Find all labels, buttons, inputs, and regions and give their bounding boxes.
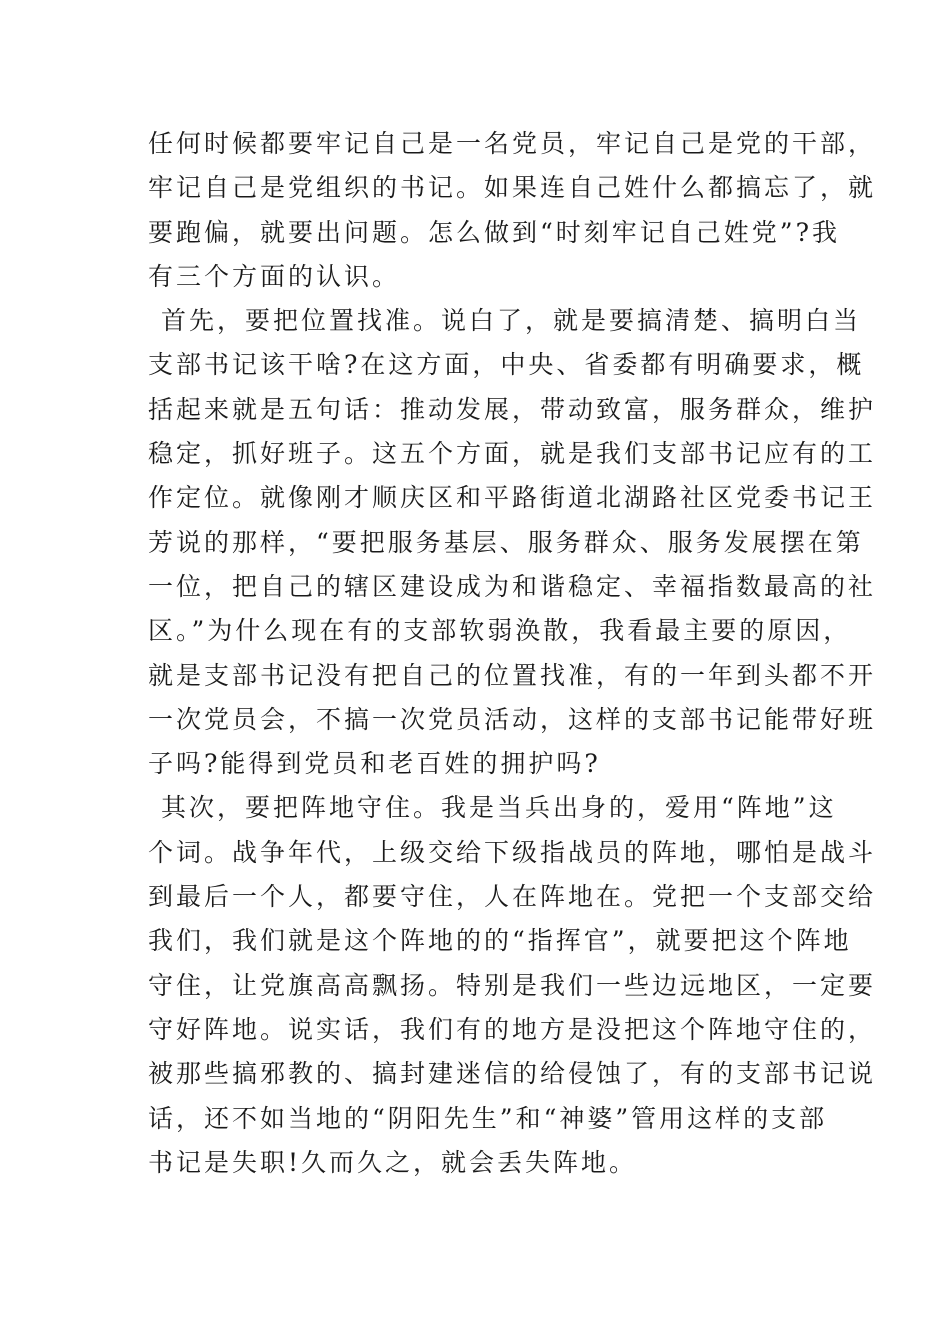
text-line: 任何时候都要牢记自己是一名党员，牢记自己是党的干部， bbox=[148, 129, 877, 158]
text-line: 要跑偏，就要出问题。怎么做到“时刻牢记自己姓党”?我 bbox=[148, 217, 840, 247]
paragraph-first-line: 首先，要把位置找准。说白了，就是要搞清楚、搞明白当 bbox=[161, 306, 862, 336]
text-line: 我们，我们就是这个阵地的的“指挥官”，就要把这个阵地 bbox=[148, 926, 852, 956]
text-line: 芳说的那样，“要把服务基层、服务群众、服务发展摆在第 bbox=[148, 527, 864, 557]
text-line: 区。”为什么现在有的支部软弱涣散，我看最主要的原因， bbox=[148, 616, 852, 646]
text-line: 守住，让党旗高高飘扬。特别是我们一些边远地区，一定要 bbox=[148, 970, 877, 1000]
text-line: 一次党员会，不搞一次党员活动，这样的支部书记能带好班 bbox=[148, 704, 877, 734]
text-line: 支部书记该干啥?在这方面，中央、省委都有明确要求，概 bbox=[148, 350, 865, 380]
text-line: 守好阵地。说实话，我们有的地方是没把这个阵地守住的， bbox=[148, 1014, 877, 1044]
text-line: 就是支部书记没有把自己的位置找准，有的一年到头都不开 bbox=[148, 660, 877, 690]
text-line: 作定位。就像刚才顺庆区和平路街道北湖路社区党委书记王 bbox=[148, 483, 877, 513]
text-line: 有三个方面的认识。 bbox=[148, 261, 401, 291]
text-line: 牢记自己是党组织的书记。如果连自己姓什么都搞忘了，就 bbox=[148, 173, 877, 203]
body-text bbox=[148, 122, 877, 1185]
text-line: 稳定，抓好班子。这五个方面，就是我们支部书记应有的工 bbox=[148, 439, 877, 469]
text-line: 话，还不如当地的“阴阳先生”和“神婆”管用这样的支部 bbox=[148, 1103, 828, 1133]
paragraph-first-line: 其次，要把阵地守住。我是当兵出身的，爱用“阵地”这 bbox=[161, 793, 837, 823]
text-line: 书记是失职!久而久之，就会丢失阵地。 bbox=[148, 1147, 638, 1177]
text-line: 到最后一个人，都要守住，人在阵地在。党把一个支部交给 bbox=[148, 882, 877, 912]
text-line: 一位，把自己的辖区建设成为和谐稳定、幸福指数最高的社 bbox=[148, 571, 877, 601]
text-line: 括起来就是五句话：推动发展，带动致富，服务群众，维护 bbox=[148, 394, 877, 424]
text-line: 个词。战争年代，上级交给下级指战员的阵地，哪怕是战斗 bbox=[148, 837, 877, 867]
text-line: 子吗?能得到党员和老百姓的拥护吗? bbox=[148, 749, 601, 779]
text-line: 被那些搞邪教的、搞封建迷信的给侵蚀了，有的支部书记说 bbox=[148, 1059, 877, 1089]
